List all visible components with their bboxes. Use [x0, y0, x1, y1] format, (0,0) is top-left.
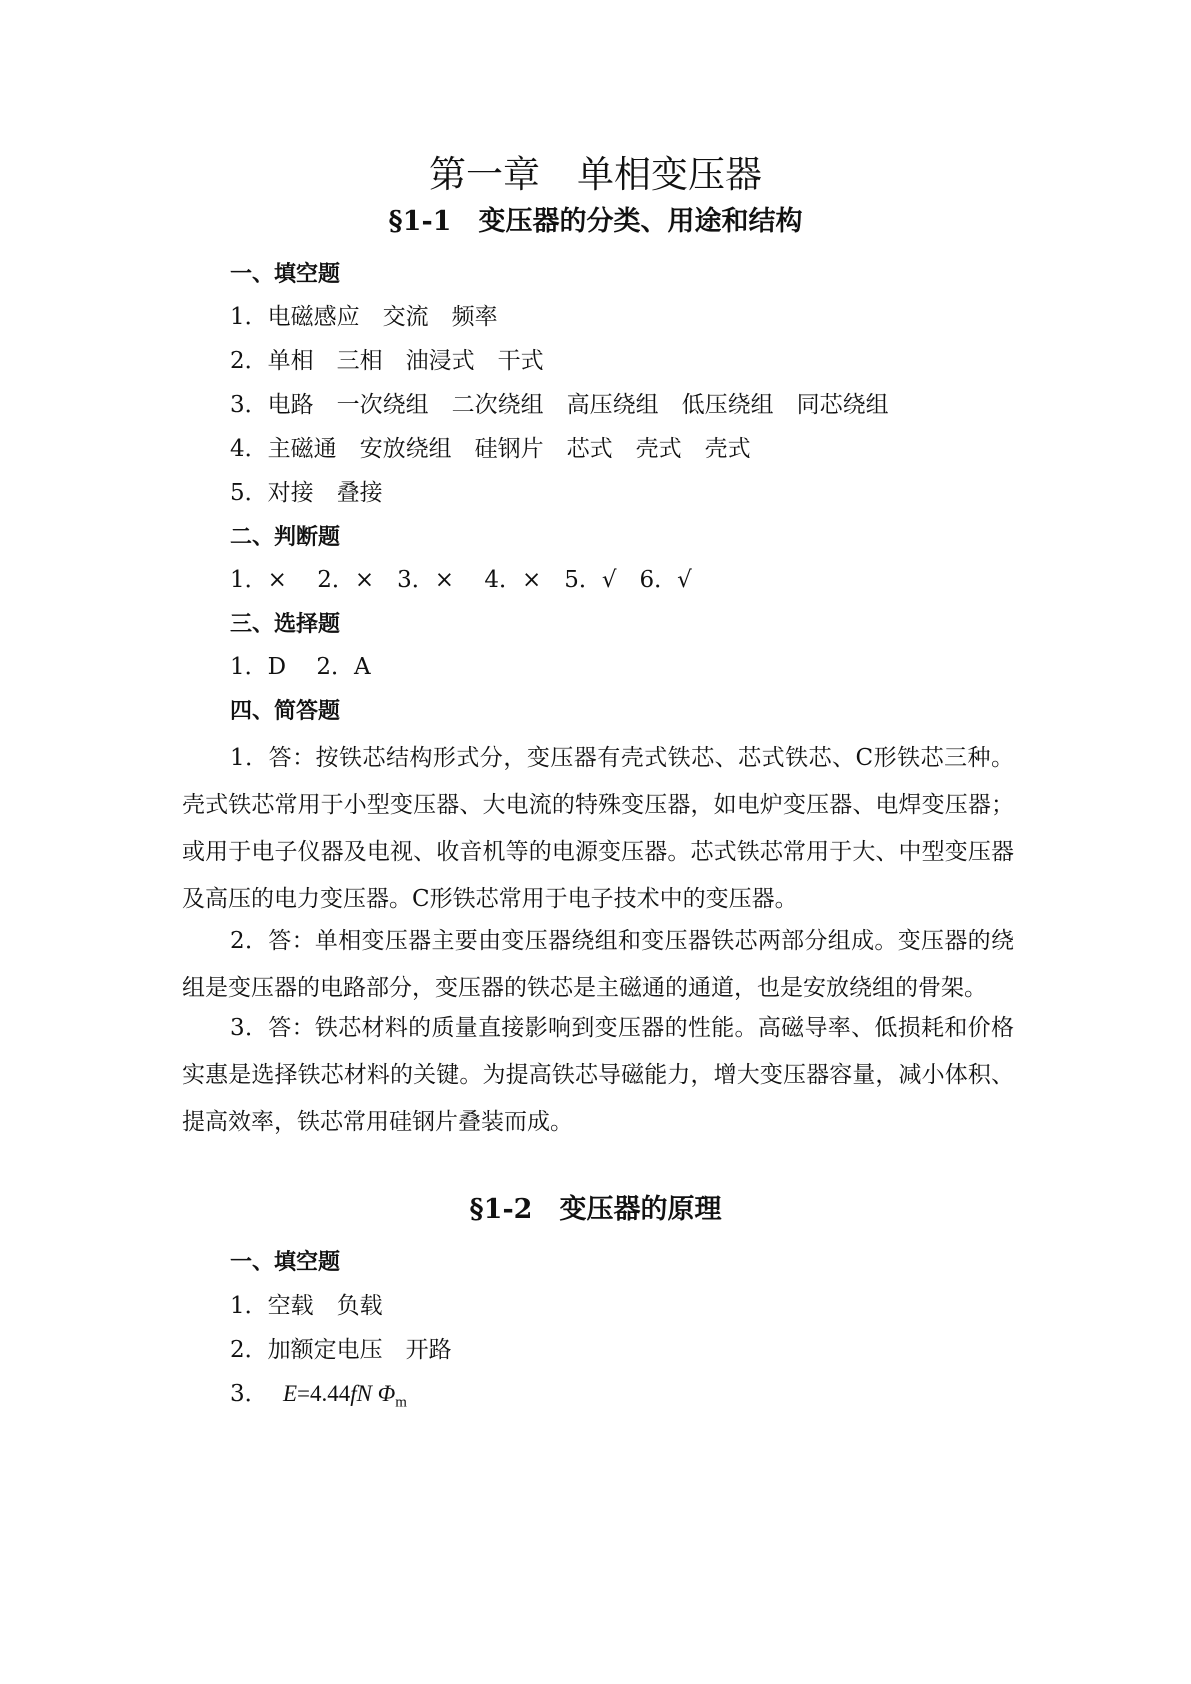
short-answer-1: 1．答：按铁芯结构形式分，变压器有壳式铁芯、芯式铁芯、C形铁芯三种。壳式铁芯常用于小型变压器、大电流的特殊变压器，如电炉变压器、电焊变压器；或用于电子仪器及电视、收音机等的电源变压器。芯式铁芯常用于大、中型变压器及高压的电力变压器。C形铁芯常用于电子技术中的变压器。: [182, 745, 1014, 912]
formula-n: N: [356, 1381, 378, 1406]
fill-in-answer-1: 1．电磁感应 交流 频率: [230, 304, 498, 330]
fill-in-2-answer-1: 1．空载 负载: [230, 1293, 383, 1319]
formula-coefficient: =4.44: [297, 1381, 351, 1406]
emf-formula: [282, 1381, 407, 1411]
fill-in-answer-2: 2．单相 三相 油浸式 干式: [230, 348, 544, 374]
formula-phi: Φ: [377, 1381, 396, 1406]
fill-in-2-answer-2: 2．加额定电压 开路: [230, 1337, 452, 1363]
choice-answers: 1．D 2．A: [230, 654, 371, 680]
true-false-heading: 二、判断题: [230, 524, 341, 550]
section-title-1-1: §1-1 变压器的分类、用途和结构: [388, 206, 803, 237]
formula-e: E: [282, 1381, 298, 1406]
fill-in-answer-5: 5．对接 叠接: [230, 480, 383, 506]
chapter-title: 第一章 单相变压器: [429, 153, 762, 196]
section-title-1-2: §1-2 变压器的原理: [469, 1194, 722, 1225]
formula-f: f: [350, 1381, 357, 1406]
fill-in-answer-4: 4．主磁通 安放绕组 硅钢片 芯式 壳式 壳式: [230, 436, 751, 462]
short-answer-2: 2．答：单相变压器主要由变压器绕组和变压器铁芯两部分组成。变压器的绕组是变压器的电路部分，变压器的铁芯是主磁通的通道，也是安放绕组的骨架。: [182, 928, 1014, 1001]
short-answer-heading: 四、简答题: [230, 698, 341, 724]
choice-heading: 三、选择题: [230, 611, 341, 637]
fill-in-heading: 一、填空题: [230, 261, 341, 287]
fill-in-heading-2: 一、填空题: [230, 1249, 341, 1275]
true-false-answers: 1．× 2．× 3．× 4．× 5．√ 6．√: [230, 567, 692, 593]
item-number: 3．: [230, 1381, 268, 1407]
short-answer-3: 3．答：铁芯材料的质量直接影响到变压器的性能。高磁导率、低损耗和价格实惠是选择铁芯材料的关键。为提高铁芯导磁能力，增大变压器容量，减小体积、提高效率，铁芯常用硅钢片叠装而成。: [182, 1015, 1014, 1135]
formula-subscript: m: [395, 1394, 407, 1411]
fill-in-answer-3: 3．电路 一次绕组 二次绕组 高压绕组 低压绕组 同芯绕组: [230, 392, 889, 418]
fill-in-2-answer-3: [230, 1378, 407, 1419]
